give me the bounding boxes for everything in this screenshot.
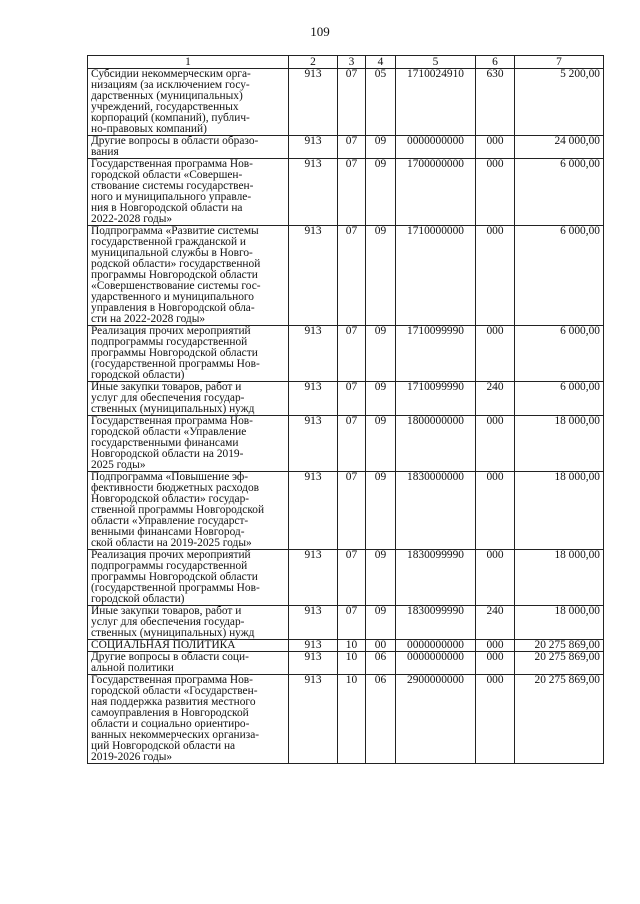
cell-target-article: 1710099990 <box>396 382 476 416</box>
cell-expense-type: 630 <box>476 69 515 136</box>
cell-amount: 20 275 869,00 <box>515 652 604 675</box>
cell-section: 07 <box>338 416 366 472</box>
cell-subsection: 05 <box>366 69 396 136</box>
cell-subsection: 06 <box>366 652 396 675</box>
cell-amount: 6 000,00 <box>515 382 604 416</box>
cell-amount: 20 275 869,00 <box>515 640 604 652</box>
cell-subsection: 09 <box>366 550 396 606</box>
cell-ministry-code: 913 <box>289 382 338 416</box>
cell-subsection: 09 <box>366 226 396 326</box>
table-row <box>88 226 604 326</box>
cell-ministry-code: 913 <box>289 472 338 550</box>
cell-section: 07 <box>338 226 366 326</box>
page-number: 109 <box>310 24 330 39</box>
table-row <box>88 652 604 675</box>
cell-description: Иные закупки товаров, работ и услуг для обеспечения государ- ственных (муниципальных) нужд <box>88 606 289 640</box>
cell-amount: 20 275 869,00 <box>515 675 604 764</box>
col-header-5: 5 <box>396 56 476 69</box>
cell-target-article: 1830099990 <box>396 606 476 640</box>
cell-amount: 5 200,00 <box>515 69 604 136</box>
cell-description: Субсидии некоммерческим орга- низациям (за исключением госу- дарственных (муниципальных) учреждений, государственных корпораций (компаний), публич- но-правовых компаний) <box>88 69 289 136</box>
cell-subsection: 09 <box>366 606 396 640</box>
cell-description: Другие вопросы в области образо- вания <box>88 136 289 159</box>
cell-ministry-code: 913 <box>289 550 338 606</box>
col-header-1: 1 <box>88 56 289 69</box>
cell-description: Реализация прочих мероприятий подпрограммы государственной программы Новгородской области (государственной программы Нов- городской области) <box>88 550 289 606</box>
col-header-4: 4 <box>366 56 396 69</box>
cell-target-article: 1710000000 <box>396 226 476 326</box>
cell-target-article: 0000000000 <box>396 640 476 652</box>
cell-section: 10 <box>338 640 366 652</box>
table-row <box>88 640 604 652</box>
cell-target-article: 1830000000 <box>396 472 476 550</box>
col-header-7: 7 <box>515 56 604 69</box>
table-row <box>88 326 604 382</box>
cell-target-article: 1710099990 <box>396 326 476 382</box>
cell-target-article: 1830099990 <box>396 550 476 606</box>
table-row <box>88 675 604 764</box>
cell-expense-type: 000 <box>476 550 515 606</box>
cell-target-article: 1710024910 <box>396 69 476 136</box>
cell-subsection: 09 <box>366 416 396 472</box>
cell-subsection: 09 <box>366 326 396 382</box>
cell-description: Подпрограмма «Развитие системы государственной гражданской и муниципальной службы в Новго- родской области» государственной программы Новгородской области «Совершенствование системы гос- ударственного и муниципального управления в Новгородской обла- сти на 2022-2028 годы» <box>88 226 289 326</box>
header-row <box>88 56 604 69</box>
cell-target-article: 0000000000 <box>396 652 476 675</box>
cell-expense-type: 000 <box>476 226 515 326</box>
cell-section: 07 <box>338 136 366 159</box>
cell-expense-type: 240 <box>476 606 515 640</box>
cell-expense-type: 000 <box>476 652 515 675</box>
cell-subsection: 09 <box>366 159 396 226</box>
cell-description: Иные закупки товаров, работ и услуг для обеспечения государ- ственных (муниципальных) нужд <box>88 382 289 416</box>
table-row <box>88 69 604 136</box>
cell-section: 10 <box>338 675 366 764</box>
cell-description: Другие вопросы в области соци- альной политики <box>88 652 289 675</box>
cell-amount: 6 000,00 <box>515 226 604 326</box>
table-row <box>88 416 604 472</box>
cell-amount: 18 000,00 <box>515 550 604 606</box>
cell-amount: 18 000,00 <box>515 606 604 640</box>
cell-expense-type: 000 <box>476 472 515 550</box>
cell-ministry-code: 913 <box>289 159 338 226</box>
cell-section: 07 <box>338 326 366 382</box>
cell-amount: 24 000,00 <box>515 136 604 159</box>
col-header-6: 6 <box>476 56 515 69</box>
cell-section: 07 <box>338 159 366 226</box>
cell-section: 07 <box>338 550 366 606</box>
cell-section: 10 <box>338 652 366 675</box>
cell-ministry-code: 913 <box>289 416 338 472</box>
cell-subsection: 09 <box>366 136 396 159</box>
cell-subsection: 00 <box>366 640 396 652</box>
budget-table <box>87 55 604 764</box>
cell-description: СОЦИАЛЬНАЯ ПОЛИТИКА <box>88 640 289 652</box>
table-row <box>88 472 604 550</box>
cell-ministry-code: 913 <box>289 326 338 382</box>
cell-description: Государственная программа Нов- городской области «Государствен- ная поддержка развития местного самоуправления в Новгородской области и социально ориентиро- ванных некоммерческих организа- ций Новгородской области на 2019-2026 годы» <box>88 675 289 764</box>
cell-expense-type: 000 <box>476 326 515 382</box>
cell-description: Государственная программа Нов- городской области «Совершен- ствование системы государствен- ного и муниципального управле- ния в Новгородской области на 2022-2028 годы» <box>88 159 289 226</box>
cell-ministry-code: 913 <box>289 69 338 136</box>
cell-ministry-code: 913 <box>289 136 338 159</box>
cell-target-article: 2900000000 <box>396 675 476 764</box>
col-header-3: 3 <box>338 56 366 69</box>
cell-section: 07 <box>338 472 366 550</box>
cell-amount: 18 000,00 <box>515 416 604 472</box>
cell-ministry-code: 913 <box>289 606 338 640</box>
col-header-2: 2 <box>289 56 338 69</box>
cell-expense-type: 240 <box>476 382 515 416</box>
cell-description: Подпрограмма «Повышение эф- фективности бюджетных расходов Новгородской области» государ- ственной программы Новгородской области «Управление государст- венными финансами Новгород- ской области на 2019-2025 годы» <box>88 472 289 550</box>
table-row <box>88 136 604 159</box>
cell-ministry-code: 913 <box>289 675 338 764</box>
cell-subsection: 06 <box>366 675 396 764</box>
cell-target-article: 1700000000 <box>396 159 476 226</box>
cell-subsection: 09 <box>366 382 396 416</box>
cell-expense-type: 000 <box>476 675 515 764</box>
cell-amount: 6 000,00 <box>515 326 604 382</box>
cell-target-article: 1800000000 <box>396 416 476 472</box>
cell-ministry-code: 913 <box>289 226 338 326</box>
cell-ministry-code: 913 <box>289 652 338 675</box>
table-row <box>88 159 604 226</box>
cell-amount: 6 000,00 <box>515 159 604 226</box>
cell-subsection: 09 <box>366 472 396 550</box>
cell-section: 07 <box>338 606 366 640</box>
cell-ministry-code: 913 <box>289 640 338 652</box>
cell-expense-type: 000 <box>476 640 515 652</box>
table-row <box>88 606 604 640</box>
cell-description: Государственная программа Нов- городской области «Управление государственными финансами Новгородской области на 2019- 2025 годы» <box>88 416 289 472</box>
cell-expense-type: 000 <box>476 136 515 159</box>
table-row <box>88 550 604 606</box>
cell-description: Реализация прочих мероприятий подпрограммы государственной программы Новгородской области (государственной программы Нов- городской области) <box>88 326 289 382</box>
cell-amount: 18 000,00 <box>515 472 604 550</box>
cell-expense-type: 000 <box>476 416 515 472</box>
cell-target-article: 0000000000 <box>396 136 476 159</box>
table-row <box>88 382 604 416</box>
cell-section: 07 <box>338 69 366 136</box>
cell-expense-type: 000 <box>476 159 515 226</box>
cell-section: 07 <box>338 382 366 416</box>
